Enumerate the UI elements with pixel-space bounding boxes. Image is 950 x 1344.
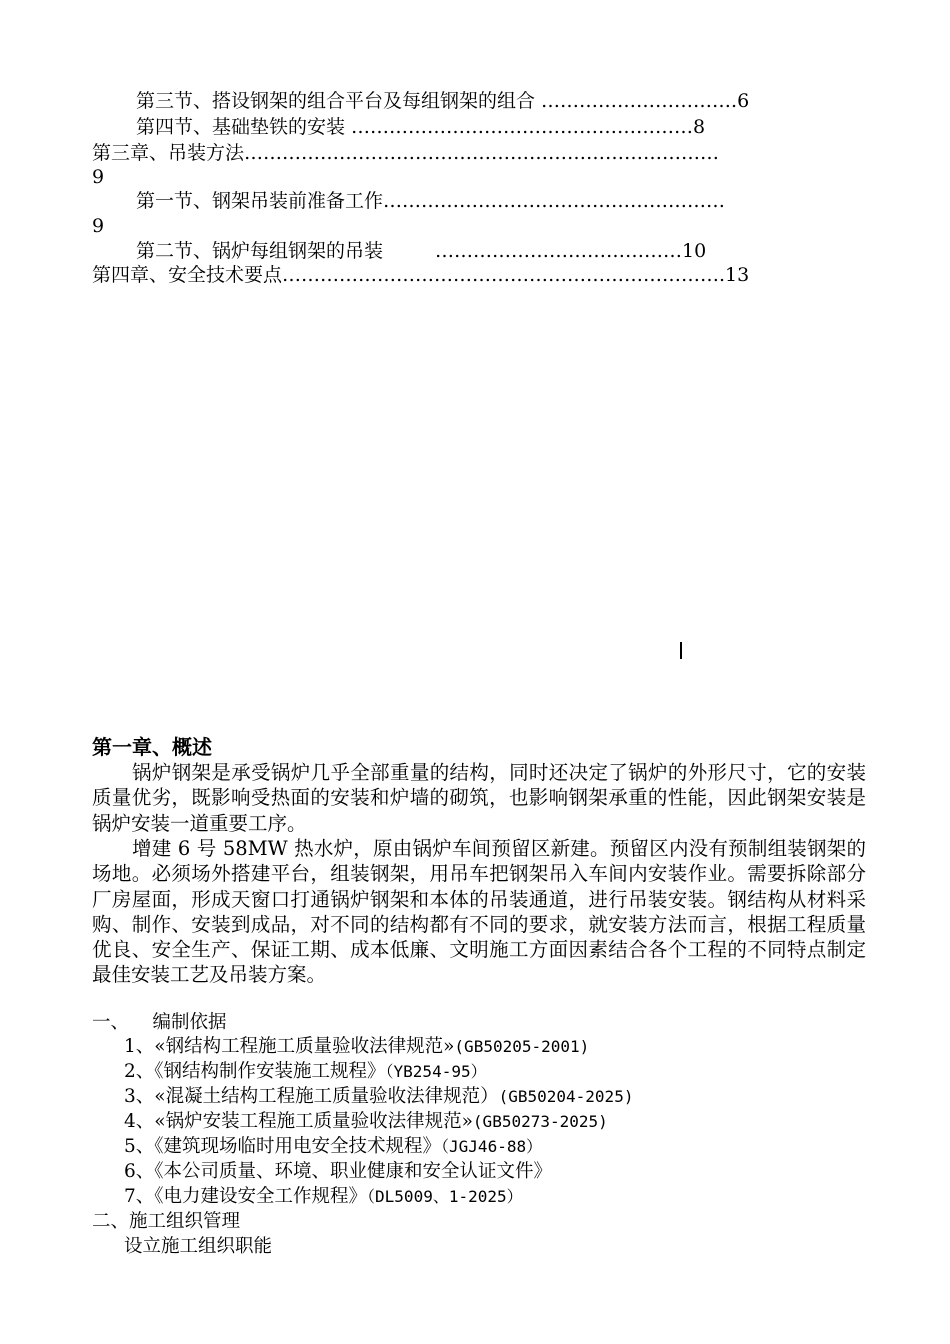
toc-page-number: 9 bbox=[92, 215, 105, 237]
list-item bbox=[124, 1134, 542, 1159]
list-item bbox=[124, 1109, 608, 1134]
toc-entry-text: 第一节、钢架吊装前准备工作 bbox=[136, 190, 384, 212]
list-item bbox=[124, 1059, 487, 1084]
list-item-code: (GB50204-2025) bbox=[498, 1087, 634, 1106]
list-item-code: （JGJ46-88） bbox=[441, 1137, 543, 1156]
list-item-code: (GB50273-2025) bbox=[472, 1112, 608, 1131]
toc-entry bbox=[136, 238, 856, 264]
text-cursor bbox=[680, 642, 682, 659]
toc-page-number: 8 bbox=[693, 116, 706, 138]
list-item-code: （DL5009、1-2025） bbox=[367, 1187, 523, 1206]
toc-entry bbox=[92, 262, 858, 288]
list-item-title: 3、«混凝土结构工程施工质量验收法律规范） bbox=[124, 1086, 499, 1107]
toc-entry-text: 第三节、搭设钢架的组合平台及每组钢架的组合 bbox=[136, 90, 542, 112]
list-item-title: 5、《建筑现场临时用电安全技术规程》 bbox=[124, 1136, 442, 1157]
list-item-title: 2、《钢结构制作安装施工规程》 bbox=[124, 1061, 386, 1082]
toc-page-number: 9 bbox=[92, 166, 105, 188]
toc-leader: …………………………………………………………… bbox=[282, 264, 720, 286]
list-item bbox=[124, 1084, 633, 1109]
toc-leader: ……………………………………………… bbox=[383, 190, 726, 212]
list-item-code: (GB50205-2001) bbox=[454, 1037, 590, 1056]
list-item-code: （YB254-95） bbox=[385, 1062, 487, 1081]
list-item bbox=[124, 1184, 523, 1209]
toc-leader: ………………………… bbox=[541, 90, 732, 112]
toc-entry-text: 第三章、吊装方法 bbox=[92, 142, 245, 164]
list-item-title: 4、«锅炉安装工程施工质量验收法律规范» bbox=[124, 1111, 473, 1132]
toc-leader: ……………………………………………… bbox=[351, 116, 694, 138]
section-title: 二、施工组织管理 bbox=[92, 1211, 241, 1232]
toc-entry bbox=[136, 88, 856, 114]
toc-entry-text: 第二节、锅炉每组钢架的吊装 bbox=[136, 240, 384, 262]
chapter-heading: 第一章、概述 bbox=[92, 735, 212, 759]
toc-page-number: 10 bbox=[682, 240, 707, 262]
body-paragraph: 锅炉钢架是承受锅炉几乎全部重量的结构，同时还决定了锅炉的外形尺寸，它的安装质量优劣，既影响受热面的安装和炉墙的砌筑，也影响钢架承重的性能，因此钢架安装是锅炉安装一道重要工序。 bbox=[92, 761, 866, 835]
toc-entry bbox=[136, 188, 858, 214]
list-item bbox=[124, 1034, 589, 1059]
toc-page-number: .6 bbox=[731, 90, 750, 112]
body-paragraph: 增建 6 号 58MW 热水炉，原由锅炉车间预留区新建。预留区内没有预制组装钢架的场地。必须场外搭建平台，组装钢架，用吊车把钢架吊入车间内安装作业。需要拆除部分厂房屋面，形成天窗口打通锅炉钢架和本体的吊装通道，进行吊装安装。钢结构从材料采购、制作、安装到成品，对不同的结构都有不同的要求，就安装方法而言，根据工程质量优良、安全生产、保证工期、成本低廉、文明施工方面因素结合各个工程的不同特点制定最佳安装工艺及吊装方案。 bbox=[92, 837, 866, 987]
toc-entry bbox=[92, 140, 858, 166]
toc-entry-text: 第四章、安全技术要点 bbox=[92, 264, 283, 286]
toc-page-number: .13 bbox=[719, 264, 750, 286]
toc-entry bbox=[136, 114, 856, 140]
list-item bbox=[124, 1159, 552, 1184]
toc-leader: ………………………………………………………………… bbox=[244, 142, 720, 164]
body-line: 设立施工组织职能 bbox=[124, 1236, 273, 1257]
list-item-title: 7、《电力建设安全工作规程》 bbox=[124, 1186, 368, 1207]
section-title: 一、 编制依据 bbox=[92, 1012, 227, 1033]
toc-entry-text: 第四节、基础垫铁的安装 bbox=[136, 116, 352, 138]
toc-leader: ………………………………… bbox=[435, 240, 683, 262]
list-item-title: 6、《本公司质量、环境、职业健康和安全认证文件》 bbox=[124, 1161, 553, 1182]
list-item-title: 1、«钢结构工程施工质量验收法律规范» bbox=[124, 1036, 455, 1057]
